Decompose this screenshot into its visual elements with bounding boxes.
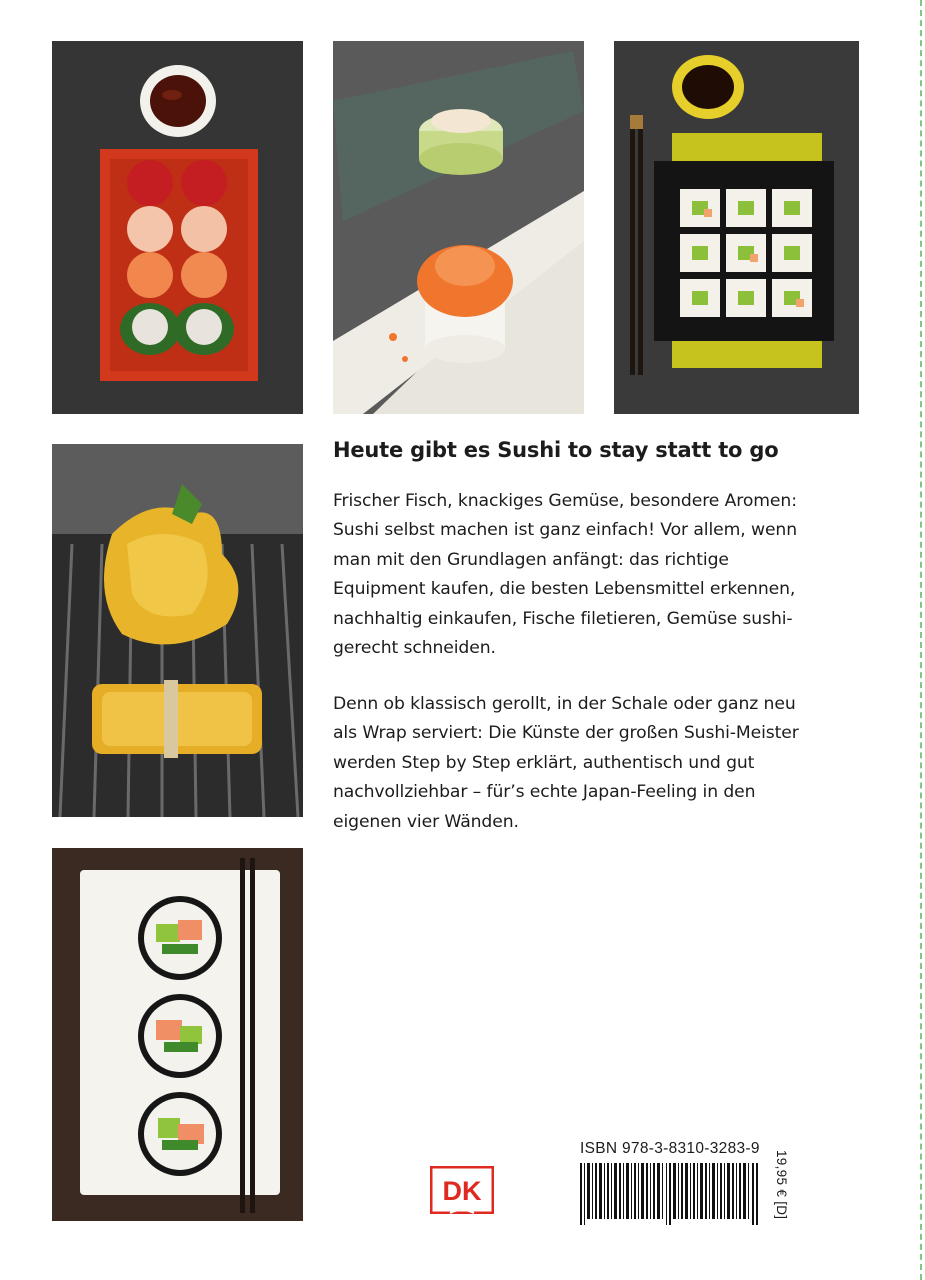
barcode	[580, 1163, 758, 1225]
photo-egg-crepe-pouches	[52, 444, 303, 817]
photo-futomaki-plate	[52, 848, 303, 1221]
blurb-paragraph-1: Frischer Fisch, knackiges Gemüse, besondere Aromen: Sushi selbst machen ist ganz einfach! Vor allem, wenn man mit den Grundlagen anfängt: das richtige Equipment kaufen, die besten Lebensmittel erkennen, nachhaltig einkaufen, Fische filetieren, Gemüse sushi-gerecht schneiden.	[333, 491, 797, 659]
back-cover-headline: Heute gibt es Sushi to stay statt to go	[333, 438, 779, 462]
trim-guide-line	[920, 0, 922, 1280]
dk-publisher-logo	[430, 1166, 494, 1214]
photo-temari-sushi-tray	[52, 41, 303, 414]
isbn-number: ISBN 978-3-8310-3283-9	[580, 1140, 760, 1157]
blurb-paragraph-2: Denn ob klassisch gerollt, in der Schale oder ganz neu als Wrap serviert: Die Künste der großen Sushi-Meister werden Step by Step erklärt, authentisch und gut nachvollziehbar – für’s echte Japan-Feeling in den eigenen vier Wänden.	[333, 694, 799, 832]
photo-salmon-rice-towers	[333, 41, 584, 414]
photo-uramaki-plate	[614, 41, 859, 414]
dk-logo-text: DK	[442, 1176, 482, 1206]
price-label: 19,95 € [D]	[774, 1150, 789, 1220]
